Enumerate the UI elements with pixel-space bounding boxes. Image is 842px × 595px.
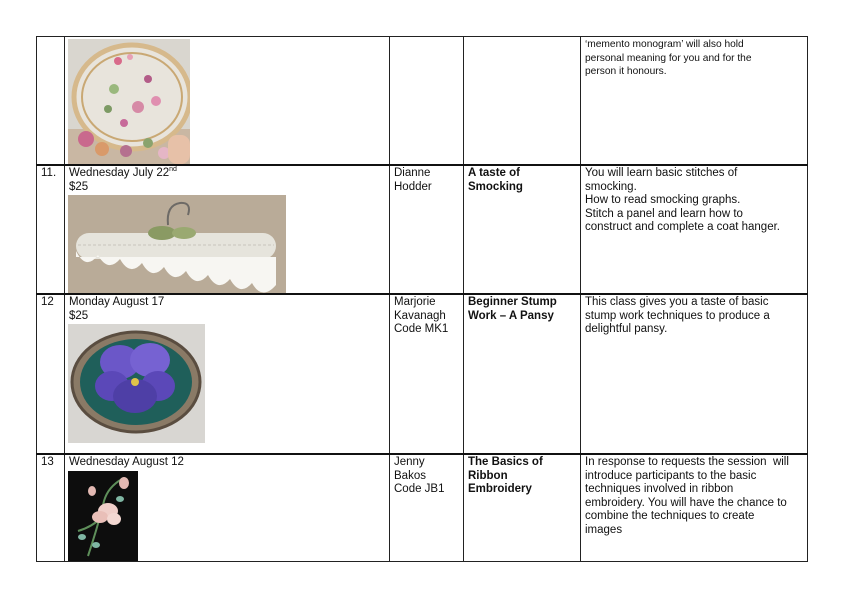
title-cell: [464, 37, 581, 166]
description-line: ‘memento monogram’ will also hold: [585, 39, 744, 50]
description-line: images: [585, 523, 623, 536]
stumpwork-pansy-photo: [68, 324, 205, 443]
description-line: embroidery. You will have the chance to: [585, 496, 787, 509]
tutor-line: Kavanagh: [394, 309, 446, 322]
title-line: Ribbon: [468, 469, 508, 482]
smocked-coat-hanger-photo: [68, 195, 286, 293]
table-row: [37, 454, 808, 561]
tutor-code: Code JB1: [394, 483, 445, 495]
description-line: This class gives you a taste of basic: [585, 296, 769, 308]
row-number: 12: [37, 294, 65, 454]
description-line: smocking.: [585, 180, 637, 193]
tutor-line: Dianne: [394, 167, 431, 179]
tutor-line: Jenny: [394, 456, 425, 468]
tutor-cell: [390, 165, 464, 294]
date-cell: [65, 294, 390, 454]
tutor-line: Hodder: [394, 180, 432, 193]
description-line: delightful pansy.: [585, 323, 668, 335]
class-date: Wednesday July 22nd: [69, 166, 177, 179]
description-line: introduce participants to the basic: [585, 469, 757, 482]
description-cell: [581, 454, 808, 561]
date-cell: [65, 454, 390, 561]
description-line: personal meaning for you and for the: [585, 52, 752, 64]
table-row: [37, 165, 808, 294]
row-number: 11.: [37, 165, 65, 294]
title-cell: [464, 294, 581, 454]
title-line: Smocking: [468, 180, 523, 193]
row-number: 13: [37, 454, 65, 561]
tutor-line: Bakos: [394, 469, 426, 482]
tutor-cell: [390, 37, 464, 166]
description-line: Stitch a panel and learn how to: [585, 207, 743, 220]
class-date: Monday August 17: [69, 296, 165, 308]
title-line: Work – A Pansy: [468, 309, 554, 322]
description-line: You will learn basic stitches of: [585, 167, 738, 179]
embroidery-hoop-photo: [68, 39, 190, 164]
table-row: [37, 294, 808, 454]
description-line: techniques involved in ribbon: [585, 483, 734, 495]
title-line: A taste of: [468, 167, 520, 179]
table-row: [37, 37, 808, 166]
description-line: person it honours.: [585, 66, 667, 77]
description-line: stump work techniques to produce a: [585, 309, 770, 322]
description-cell: [581, 37, 808, 166]
title-line: The Basics of: [468, 456, 543, 468]
class-date: Wednesday August 12: [69, 456, 184, 468]
description-line: In response to requests the session will: [585, 456, 789, 468]
class-price: $25: [69, 180, 89, 193]
description-cell: [581, 165, 808, 294]
description-cell: [581, 294, 808, 454]
tutor-cell: [390, 294, 464, 454]
description-line: combine the techniques to create: [585, 510, 755, 522]
class-price: $25: [69, 309, 89, 322]
ribbon-embroidery-photo: [68, 471, 138, 561]
date-cell: [65, 37, 390, 166]
date-cell: [65, 165, 390, 294]
date-suffix: nd: [169, 166, 177, 174]
title-cell: [464, 165, 581, 294]
row-number: [37, 37, 65, 166]
title-line: Beginner Stump: [468, 296, 557, 308]
tutor-line: Marjorie: [394, 296, 436, 308]
title-cell: [464, 454, 581, 561]
class-schedule-table: [36, 36, 808, 562]
tutor-cell: [390, 454, 464, 561]
tutor-code: Code MK1: [394, 323, 449, 335]
description-line: construct and complete a coat hanger.: [585, 221, 780, 233]
title-line: Embroidery: [468, 483, 532, 495]
description-line: How to read smocking graphs.: [585, 194, 741, 206]
